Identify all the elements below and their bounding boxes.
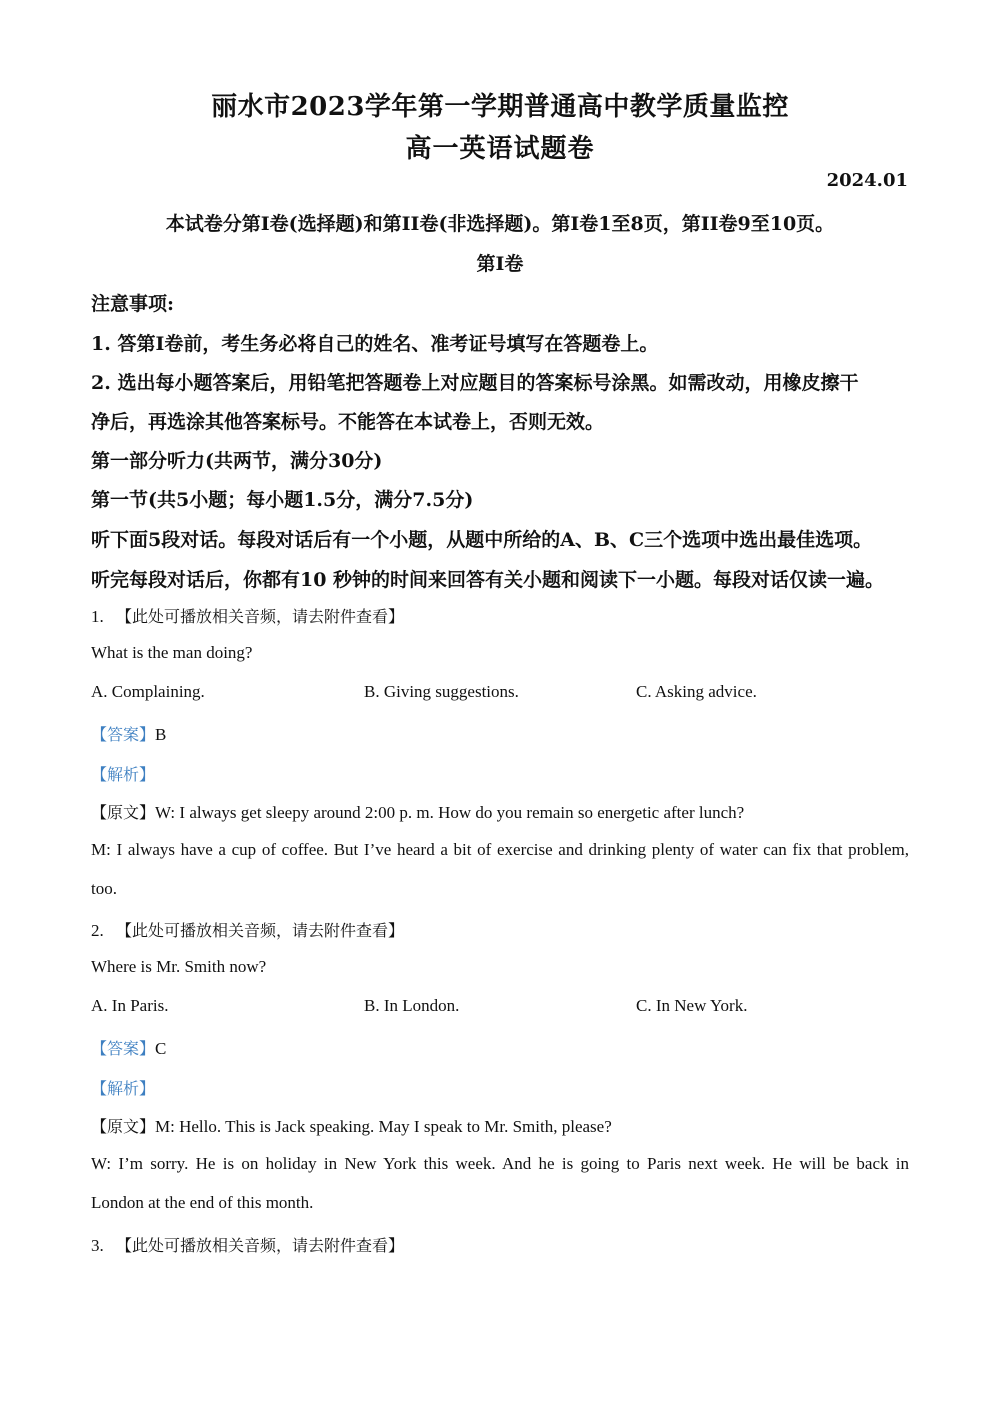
original-label: 【原文】	[91, 1117, 156, 1136]
question-2-answer	[91, 1036, 166, 1059]
question-1-original-line-2: M: I always have a cup of coffee. But I’ve heard a bit of exercise and drinking plenty of water can fix that problem,	[91, 840, 909, 859]
question-2-header	[91, 918, 404, 941]
question-1-original-line-1	[91, 800, 744, 823]
question-2-option-a: A. In Paris.	[91, 996, 169, 1015]
exam-subtitle: 高一英语试题卷	[405, 134, 595, 164]
audio-note-link[interactable]: 【此处可播放相关音频，请去附件查看】	[116, 1236, 405, 1255]
question-2-text: Where is Mr. Smith now?	[91, 957, 267, 976]
notes-heading: 注意事项:	[91, 293, 175, 315]
question-2-option-b: B. In London.	[364, 996, 460, 1015]
question-1-text: What is the man doing?	[91, 643, 253, 662]
audio-note-link[interactable]: 【此处可播放相关音频，请去附件查看】	[116, 921, 405, 940]
question-1-option-b: B. Giving suggestions.	[364, 682, 519, 701]
question-1-option-c: C. Asking advice.	[636, 682, 757, 701]
exam-date: 2024.01	[826, 170, 908, 191]
instructions-line-1: 听下面5段对话。每段对话后有一个小题，从题中所给的A、B、C三个选项中选出最佳选项。	[91, 529, 873, 551]
instructions-line-2: 听完每段对话后，你都有10 秒钟的时间来回答有关小题和阅读下一小题。每段对话仅读一遍。	[91, 569, 885, 591]
original-text: M: Hello. This is Jack speaking. May I speak to Mr. Smith, please?	[155, 1117, 612, 1136]
notes-item-2-line-1: 2. 选出每小题答案后，用铅笔把答题卷上对应题目的答案标号涂黑。如需改动，用橡皮擦干	[91, 372, 859, 394]
question-1-header	[91, 604, 404, 627]
question-2-original-line-1	[91, 1114, 612, 1137]
question-number: 3.	[91, 1236, 104, 1255]
audio-note-link[interactable]: 【此处可播放相关音频，请去附件查看】	[116, 607, 405, 626]
notes-item-2-line-2: 净后，再选涂其他答案标号。不能答在本试卷上，否则无效。	[91, 411, 605, 433]
answer-label: 【答案】	[91, 725, 156, 744]
question-2-original-line-3: London at the end of this month.	[91, 1193, 314, 1212]
question-2-original-line-2: W: I’m sorry. He is on holiday in New York this week. And he is going to Paris next week. He will be back in	[91, 1154, 909, 1173]
question-3-header	[91, 1233, 404, 1256]
question-1-analysis-label: 【解析】	[91, 765, 156, 784]
original-text: W: I always get sleepy around 2:00 p. m. How do you remain so energetic after lunch?	[155, 803, 745, 822]
volume-heading: 第I卷	[476, 253, 524, 275]
question-1-answer	[91, 722, 166, 745]
question-2-analysis-label: 【解析】	[91, 1079, 156, 1098]
original-label: 【原文】	[91, 803, 156, 822]
section-heading: 第一节(共5小题；每小题1.5分，满分7.5分)	[91, 489, 474, 511]
exam-intro: 本试卷分第I卷(选择题)和第II卷(非选择题)。第I卷1至8页，第II卷9至10页。	[165, 213, 835, 235]
question-1-original-line-3: too.	[91, 879, 117, 898]
answer-label: 【答案】	[91, 1039, 156, 1058]
notes-item-1: 1. 答第I卷前，考生务必将自己的姓名、准考证号填写在答题卷上。	[91, 333, 659, 355]
part-heading: 第一部分听力(共两节，满分30分)	[91, 450, 383, 472]
answer-value: B	[155, 725, 167, 744]
question-number: 2.	[91, 921, 104, 940]
question-number: 1.	[91, 607, 104, 626]
exam-title: 丽水市2023学年第一学期普通高中教学质量监控	[211, 92, 789, 122]
answer-value: C	[155, 1039, 167, 1058]
question-1-option-a: A. Complaining.	[91, 682, 205, 701]
question-2-option-c: C. In New York.	[636, 996, 748, 1015]
